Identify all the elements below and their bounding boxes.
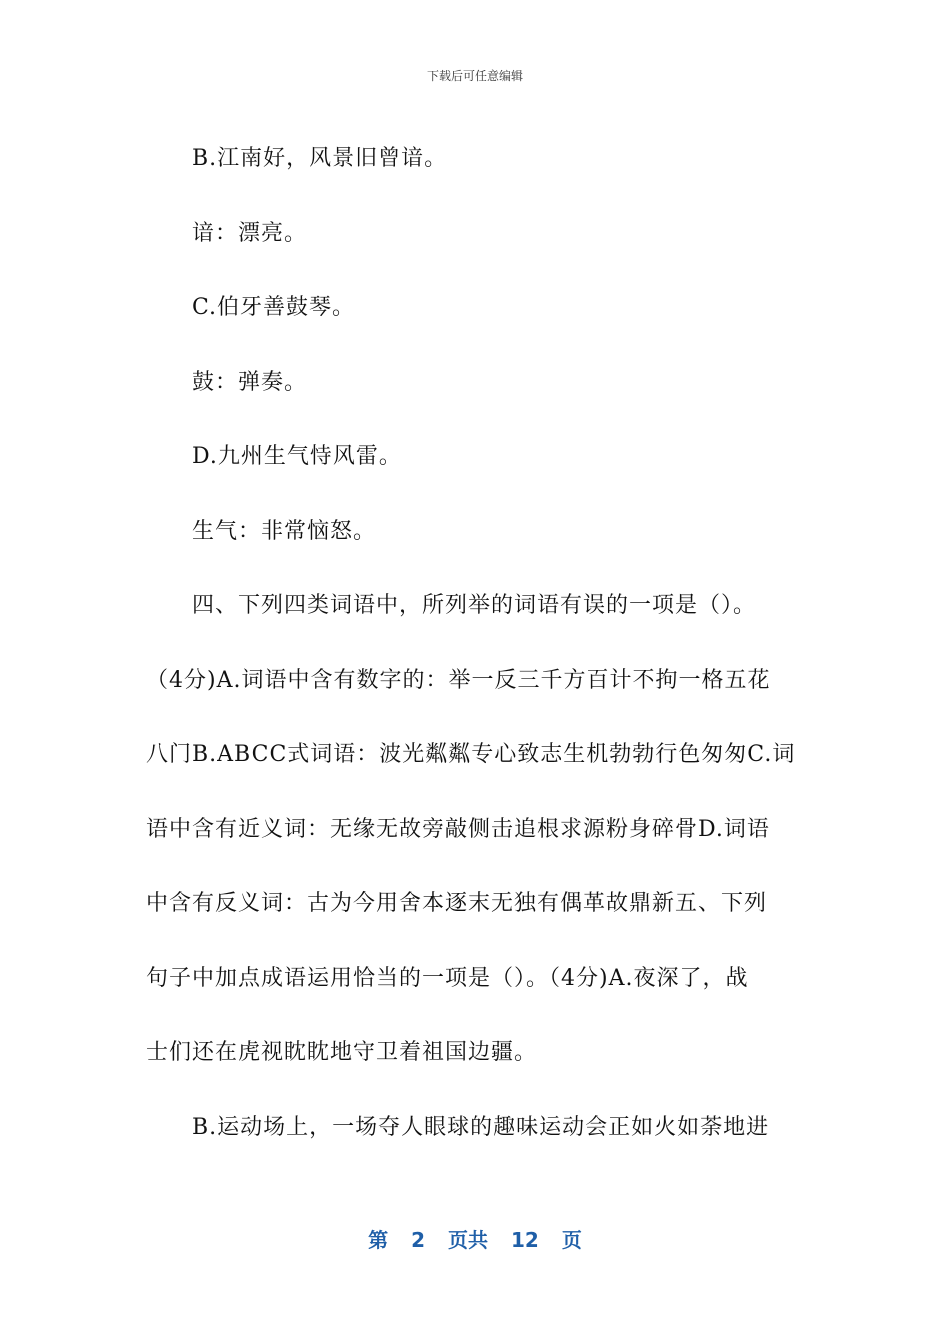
page-footer: [0, 1224, 950, 1253]
footer-label-page: 第: [368, 1228, 389, 1252]
text-line: 士们还在虎视眈眈地守卫着祖国边疆。: [146, 1040, 538, 1065]
text-line: 谙：漂亮。: [192, 220, 308, 246]
question-four-heading: 四、下列四类词语中，所列举的词语有误的一项是（）。: [192, 593, 757, 618]
header-note: 下载后可任意编辑: [426, 69, 523, 83]
text-line: D.九州生气恃风雷。: [192, 444, 402, 469]
text-line: 鼓：弹奏。: [192, 369, 308, 395]
document-body: [146, 122, 806, 1165]
text-line: B.江南好，风景旧曾谙。: [192, 146, 448, 171]
text-line: 语中含有近义词：无缘无故旁敲侧击追根求源粉身碎骨D.词语: [146, 816, 770, 842]
text-line: 中含有反义词：古为今用舍本逐末无独有偶革故鼎新五、下列: [146, 891, 768, 916]
footer-label-of: 页共: [448, 1228, 489, 1252]
text-line: （4分)A.词语中含有数字的：举一反三千方百计不拘一格五花: [146, 667, 771, 693]
text-line: B.运动场上，一场夺人眼球的趣味运动会正如火如荼地进: [192, 1114, 770, 1140]
text-line: C.伯牙善鼓琴。: [192, 295, 356, 320]
text-line: 八门B.ABCC式词语：波光粼粼专心致志生机勃勃行色匆匆C.词: [146, 742, 796, 767]
footer-label-end: 页: [561, 1228, 582, 1252]
text-line: 生气：非常恼怒。: [192, 518, 377, 544]
footer-current-page: 2: [411, 1228, 426, 1252]
footer-total-pages: 12: [511, 1228, 539, 1252]
text-line: 句子中加点成语运用恰当的一项是（）。（4分)A.夜深了，战: [146, 965, 749, 991]
